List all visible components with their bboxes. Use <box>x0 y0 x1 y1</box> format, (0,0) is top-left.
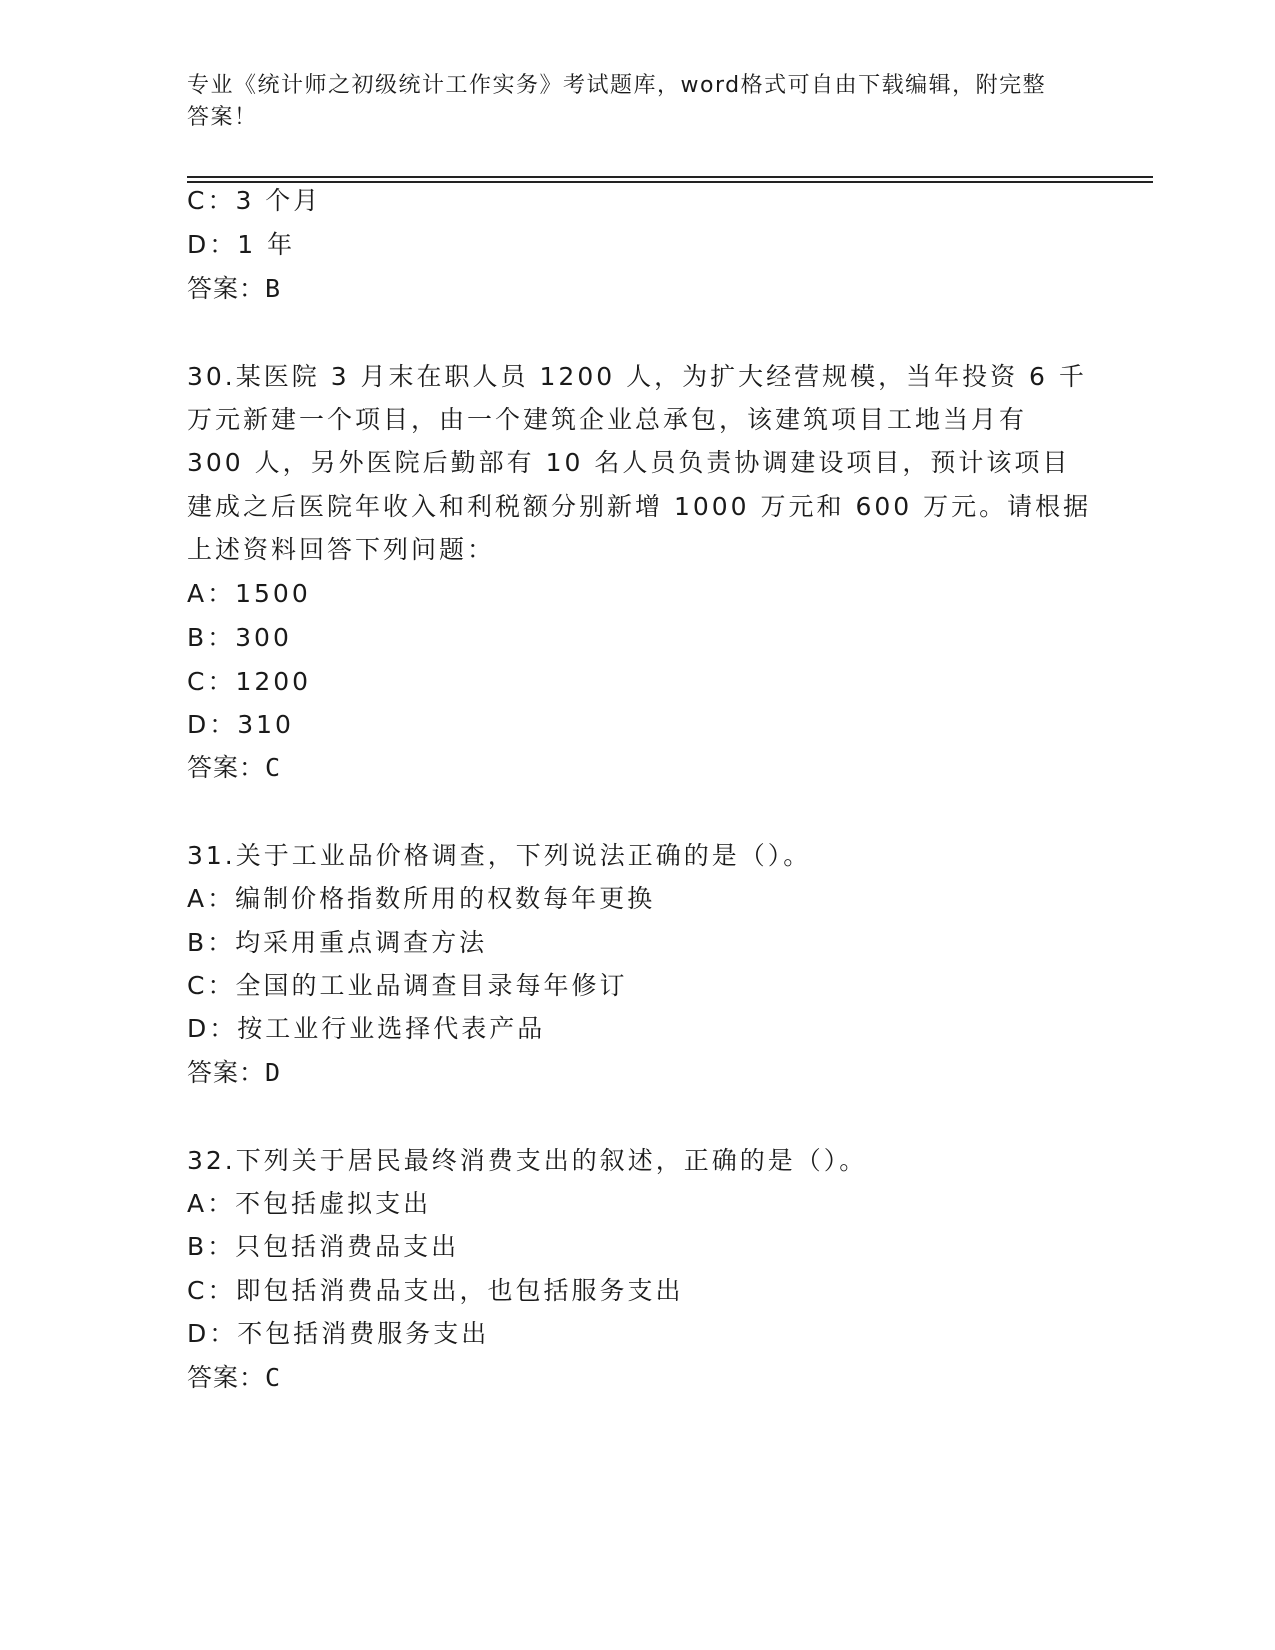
q32-stem-line: 32.下列关于居民最终消费支出的叙述，正确的是（）。 <box>187 1146 868 1175</box>
prev-answer: 答案：B <box>187 274 282 303</box>
q30-stem-line: 万元新建一个项目，由一个建筑企业总承包，该建筑项目工地当月有 <box>187 405 1028 434</box>
q32-answer: 答案：C <box>187 1363 282 1392</box>
q31-answer: 答案：D <box>187 1058 282 1087</box>
q32-option-c: C：即包括消费品支出，也包括服务支出 <box>187 1276 684 1305</box>
q32-option-a: A：不包括虚拟支出 <box>187 1189 432 1218</box>
prev-option-c: C：3 个月 <box>187 186 322 215</box>
document-header: 专业《统计师之初级统计工作实务》考试题库，word格式可自由下载编辑，附完整答案！ <box>187 73 1047 130</box>
q30-stem-line: 建成之后医院年收入和利税额分别新增 1000 万元和 600 万元。请根据 <box>187 492 1092 521</box>
q30-stem-line: 上述资料回答下列问题： <box>187 535 496 564</box>
q31-option-c: C：全国的工业品调查目录每年修订 <box>187 971 628 1000</box>
q32-option-b: B：只包括消费品支出 <box>187 1232 460 1261</box>
header-divider-bottom <box>187 181 1153 183</box>
prev-option-d: D：1 年 <box>187 230 296 259</box>
q31-stem-line: 31.关于工业品价格调查，下列说法正确的是（）。 <box>187 841 812 870</box>
q30-option-a: A：1500 <box>187 579 311 608</box>
q32-option-d: D：不包括消费服务支出 <box>187 1319 490 1348</box>
q31-option-d: D：按工业行业选择代表产品 <box>187 1014 546 1043</box>
header-divider-top <box>187 176 1153 178</box>
q30-answer: 答案：C <box>187 753 282 782</box>
q30-option-d: D：310 <box>187 710 294 739</box>
q30-stem-line: 30.某医院 3 月末在职人员 1200 人，为扩大经营规模，当年投资 6 千 <box>187 362 1087 391</box>
q30-stem-line: 300 人，另外医院后勤部有 10 名人员负责协调建设项目，预计该项目 <box>187 448 1071 477</box>
q31-option-a: A：编制价格指数所用的权数每年更换 <box>187 884 656 913</box>
q30-option-b: B：300 <box>187 623 292 652</box>
q30-option-c: C：1200 <box>187 667 312 696</box>
q31-option-b: B：均采用重点调查方法 <box>187 928 488 957</box>
